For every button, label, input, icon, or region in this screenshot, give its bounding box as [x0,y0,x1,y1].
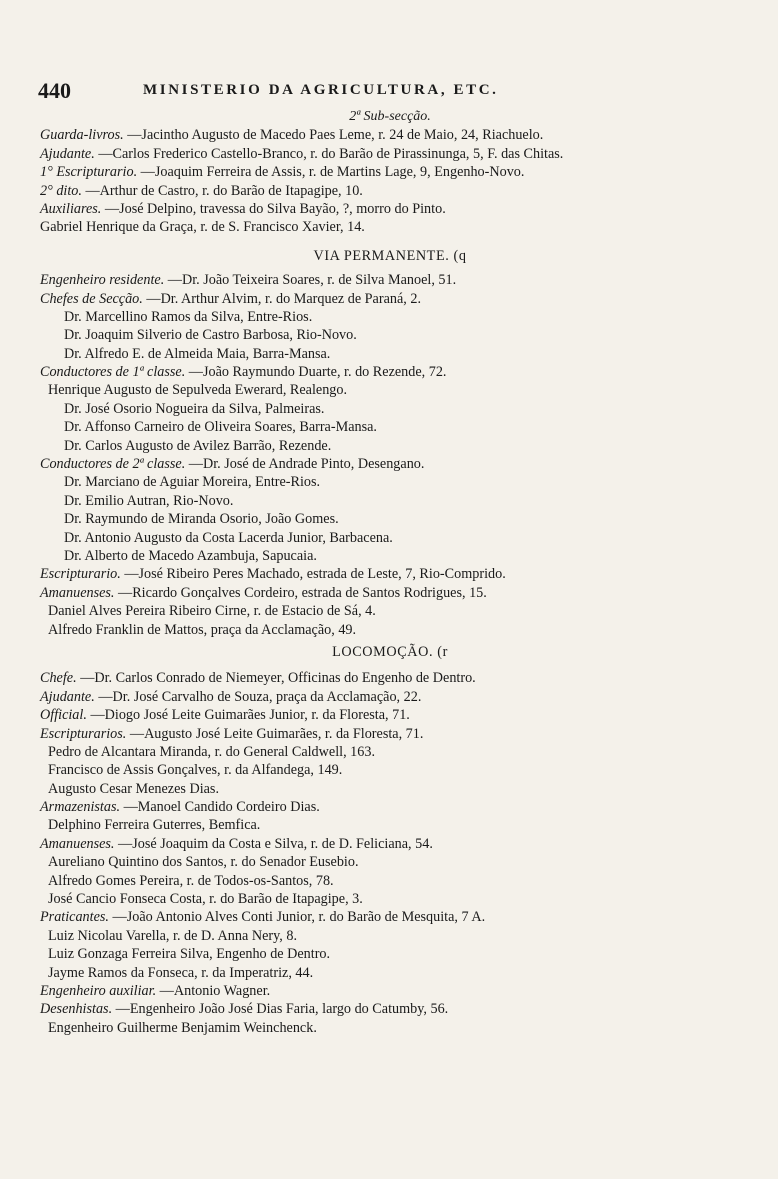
entry-line [40,816,740,834]
entry-text: —Antonio Wagner. [156,982,271,999]
entry-label: Auxiliares. [40,200,102,217]
entry-text: Luiz Nicolau Varella, r. de D. Anna Nery, 8. [48,927,297,944]
entry-line [40,982,740,1000]
entry-line [40,182,740,200]
entry-line [40,890,740,908]
entry-line [40,602,740,620]
entry-text: Dr. Raymundo de Miranda Osorio, João Gomes. [64,511,339,528]
entry-text: Dr. José Osorio Nogueira da Silva, Palmeiras. [64,400,325,417]
entry-text: —Dr. Carlos Conrado de Niemeyer, Officinas do Engenho de Dentro. [76,670,476,687]
entry-label: Ajudante. [40,145,95,162]
entry-text: —Jacintho Augusto de Macedo Paes Leme, r. 24 de Maio, 24, Riachuelo. [123,127,544,144]
entry-text: Francisco de Assis Gonçalves, r. da Alfandega, 149. [48,762,343,779]
entry-line [40,669,740,687]
entry-text: —Dr. José Carvalho de Souza, praça da Acclamação, 22. [94,688,422,705]
entry-label: 1° Escripturario. [40,164,138,181]
entry-text: Alfredo Gomes Pereira, r. de Todos-os-Santos, 78. [48,872,334,889]
entry-line [40,218,740,236]
entry-line [40,126,740,144]
entry-text: Pedro de Alcantara Miranda, r. do General Caldwell, 163. [48,743,375,760]
entry-label: Amanuenses. [40,835,115,852]
entry-text: Aureliano Quintino dos Santos, r. do Senador Eusebio. [48,854,359,871]
entry-text: Dr. Emilio Autran, Rio-Novo. [64,492,234,509]
entry-line [40,780,740,798]
entry-line [40,547,740,565]
entry-line [40,400,740,418]
entry-text: —João Antonio Alves Conti Junior, r. do Barão de Mesquita, 7 A. [108,909,486,926]
entry-text: —Diogo José Leite Guimarães Junior, r. da Floresta, 71. [86,707,410,724]
entry-line [40,706,740,724]
entry-line [40,565,740,583]
entry-line [40,326,740,344]
entry-text: Engenheiro Guilherme Benjamim Weinchenck. [48,1019,317,1036]
entry-text: José Cancio Fonseca Costa, r. do Barão de Itapagipe, 3. [48,891,363,908]
entry-text: Dr. Marciano de Aguiar Moreira, Entre-Rios. [64,474,321,491]
entry-text: —Engenheiro João José Dias Faria, largo do Catumby, 56. [112,1001,449,1018]
entry-line [40,381,740,399]
entry-line [40,725,740,743]
entry-text: —Manoel Candido Cordeiro Dias. [120,799,320,816]
entry-text: Dr. Affonso Carneiro de Oliveira Soares, Barra-Mansa. [64,419,377,436]
entry-text: —João Raymundo Duarte, r. do Rezende, 72. [185,364,447,381]
entry-text: Henrique Augusto de Sepulveda Ewerard, Realengo. [48,382,348,399]
subsection-list [40,126,740,236]
entry-line [40,964,740,982]
entry-line [40,853,740,871]
entry-label: Chefes de Secção. [40,290,143,307]
section-title-locomocao: LOCOMOÇÃO. (r [332,643,448,660]
page-content [40,108,740,1037]
via-permanente-list [40,271,740,639]
entry-line [40,363,740,381]
entry-line [40,510,740,528]
running-title: MINISTERIO DA AGRICULTURA, ETC. [143,82,499,98]
entry-text: Augusto Cesar Menezes Dias. [48,780,219,797]
entry-line [40,927,740,945]
entry-text: Jayme Ramos da Fonseca, r. da Imperatriz, 44. [48,964,314,981]
entry-line [40,308,740,326]
entry-text: Dr. Joaquim Silverio de Castro Barbosa, Rio-Novo. [64,327,357,344]
entry-text: Dr. Antonio Augusto da Costa Lacerda Junior, Barbacena. [64,529,393,546]
entry-line [40,271,740,289]
entry-label: Engenheiro auxiliar. [40,982,157,999]
entry-line [40,145,740,163]
entry-text: —Dr. Arthur Alvim, r. do Marquez de Paraná, 2. [142,290,422,307]
entry-label: Desenhistas. [40,1001,113,1018]
entry-line [40,473,740,491]
entry-text: Dr. Alberto de Macedo Azambuja, Sapucaia. [64,547,317,564]
entry-line [40,455,740,473]
entry-text: —José Delpino, travessa do Silva Bayão, ?, morro do Pinto. [101,200,446,217]
entry-line [40,437,740,455]
entry-line [40,945,740,963]
entry-line [40,529,740,547]
entry-line [40,798,740,816]
locomocao-list [40,669,740,1037]
entry-label: Conductores de 2ª classe. [40,456,186,473]
entry-text: Dr. Marcellino Ramos da Silva, Entre-Rios. [64,308,313,325]
entry-text: —Dr. João Teixeira Soares, r. de Silva Manoel, 51. [164,272,457,289]
entry-line [40,1019,740,1037]
entry-label: Conductores de 1ª classe. [40,364,186,381]
entry-text: —Arthur de Castro, r. do Barão de Itapagipe, 10. [81,182,363,199]
entry-text: —Carlos Frederico Castello-Branco, r. do Barão de Pirassinunga, 5, F. das Chitas. [94,145,564,162]
entry-line [40,621,740,639]
page-number: 440 [38,78,71,103]
entry-line [40,163,740,181]
entry-label: Engenheiro residente. [40,272,165,289]
entry-text: Daniel Alves Pereira Ribeiro Cirne, r. de Estacio de Sá, 4. [48,603,376,620]
entry-line [40,290,740,308]
entry-text: Dr. Carlos Augusto de Avilez Barrão, Rezende. [64,437,332,454]
section-title-via-permanente: VIA PERMANENTE. (q [313,247,467,264]
entry-line [40,872,740,890]
entry-text: —Dr. José de Andrade Pinto, Desengano. [185,456,425,473]
subsection-title: 2ª Sub-secção. [349,109,431,124]
entry-label: Praticantes. [40,909,109,926]
entry-text: —Ricardo Gonçalves Cordeiro, estrada de Santos Rodrigues, 15. [114,584,487,601]
entry-text: —Joaquim Ferreira de Assis, r. de Martins Lage, 9, Engenho-Novo. [137,164,525,181]
entry-label: Official. [40,707,87,724]
entry-line [40,584,740,602]
entry-line [40,761,740,779]
entry-text: Dr. Alfredo E. de Almeida Maia, Barra-Mansa. [64,345,331,362]
entry-text: —José Ribeiro Peres Machado, estrada de Leste, 7, Rio-Comprido. [120,566,506,583]
entry-label: Ajudante. [40,688,95,705]
entry-text: —José Joaquim da Costa e Silva, r. de D. Feliciana, 54. [114,835,433,852]
entry-label: Chefe. [40,670,77,687]
entry-line [40,418,740,436]
entry-label: Guarda-livros. [40,127,124,144]
entry-line [40,492,740,510]
entry-label: Amanuenses. [40,584,115,601]
entry-line [40,743,740,761]
entry-text: Gabriel Henrique da Graça, r. de S. Francisco Xavier, 14. [40,219,365,236]
entry-line [40,200,740,218]
entry-label: 2° dito. [40,182,82,199]
entry-text: Alfredo Franklin de Mattos, praça da Acclamação, 49. [48,621,357,638]
entry-text: Delphino Ferreira Guterres, Bemfica. [48,817,261,834]
entry-label: Armazenistas. [40,799,121,816]
page-header [38,78,738,104]
entry-line [40,345,740,363]
entry-text: Luiz Gonzaga Ferreira Silva, Engenho de Dentro. [48,946,331,963]
entry-line [40,688,740,706]
entry-line [40,835,740,853]
entry-line [40,1000,740,1018]
entry-line [40,908,740,926]
entry-text: —Augusto José Leite Guimarães, r. da Floresta, 71. [126,725,424,742]
entry-label: Escripturarios. [40,725,127,742]
entry-label: Escripturario. [40,566,121,583]
